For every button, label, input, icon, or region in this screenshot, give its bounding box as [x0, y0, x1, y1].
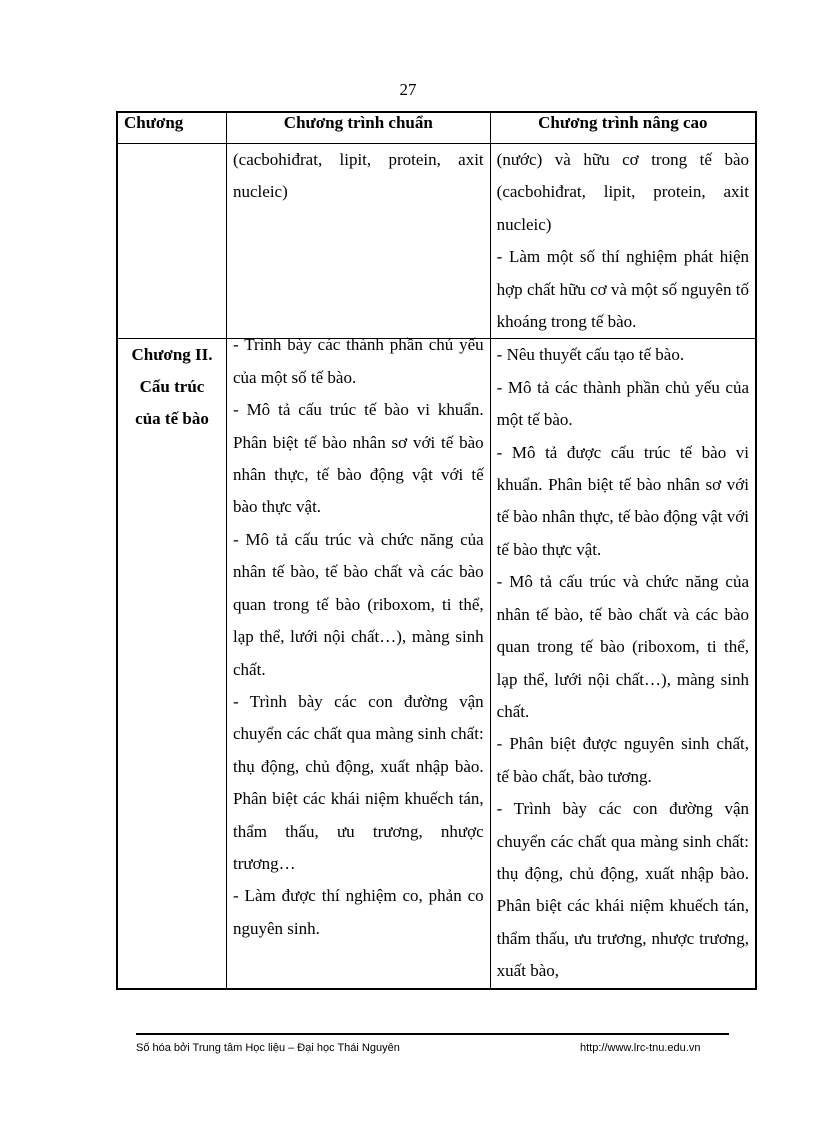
table-row: [117, 339, 756, 989]
chapter-title-line: Chương II.: [131, 345, 213, 365]
header-advanced-program: Chương trình nâng cao: [490, 112, 756, 144]
chapter-title-line: của tế bào: [135, 409, 209, 429]
footer-url[interactable]: http://www.lrc-tnu.edu.vn: [580, 1042, 701, 1054]
advanced-item: (nước) và hữu cơ trong tế bào (cacbohiđrat, lipit, protein, axit nucleic): [496, 150, 749, 234]
advanced-item: - Trình bày các con đường vận chuyển các chất qua màng sinh chất: thụ động, chủ động, xuất nhập bào. Phân biệt các khái niệm khuếch tán, thẩm thấu, ưu trương, nhược trương, xuất bào,: [496, 799, 749, 981]
advanced-item: - Phân biệt được nguyên sinh chất, tế bào chất, bào tương.: [496, 734, 749, 786]
footer-divider: [136, 1033, 729, 1035]
standard-item: - Mô tả cấu trúc và chức năng của nhân tế bào, tế bào chất và các bào quan trong tế bào (riboxom, ti thể, lạp thể, lưới nội chất…), màng sinh chất.: [233, 529, 484, 679]
standard-cell: [227, 335, 491, 989]
chapter-cell: [117, 144, 227, 339]
standard-item: (cacbohiđrat, lipit, protein, axit nucleic): [233, 150, 484, 202]
page-number: 27: [399, 80, 417, 99]
standard-cell: [227, 144, 491, 339]
table-header-row: [117, 112, 756, 144]
standard-item: - Làm được thí nghiệm co, phản co nguyên sinh.: [233, 886, 484, 938]
curriculum-table: [116, 111, 757, 990]
standard-item: - Mô tả cấu trúc tế bào vi khuẩn. Phân biệt tế bào nhân sơ với tế bào nhân thực, tế bào động vật với tế bào thực vật.: [233, 400, 484, 517]
header-standard-program: Chương trình chuẩn: [227, 112, 491, 144]
advanced-item: - Mô tả được cấu trúc tế bào vi khuẩn. Phân biệt tế bào nhân sơ với tế bào nhân thực, tế bào động vật với tế bào thực vật.: [496, 442, 749, 559]
standard-item: - Trình bày các con đường vận chuyển các chất qua màng sinh chất: thụ động, chủ động, xuất nhập bào. Phân biệt các khái niệm khuếch tán, thẩm thấu, ưu trương, nhược trương…: [233, 691, 484, 873]
chapter-cell: [117, 339, 227, 989]
advanced-item: - Làm một số thí nghiệm phát hiện hợp chất hữu cơ và một số nguyên tố khoáng trong tế bào.: [496, 247, 749, 332]
standard-item: - Trình bày các thành phần chủ yếu của một số tế bào.: [233, 335, 484, 387]
advanced-item: - Nêu thuyết cấu tạo tế bào.: [496, 345, 685, 365]
advanced-item: - Mô tả cấu trúc và chức năng của nhân tế bào, tế bào chất và các bào quan trong tế bào (riboxom, ti thể, lạp thể, lưới nội chất…), màng sinh chất.: [496, 572, 749, 721]
advanced-cell: [490, 339, 756, 989]
footer-source-text: Số hóa bởi Trung tâm Học liệu – Đại học Thái Nguyên: [136, 1042, 400, 1054]
advanced-item: - Mô tả các thành phần chủ yếu của một tế bào.: [496, 377, 749, 430]
header-chapter: Chương: [117, 112, 227, 144]
table-row: [117, 144, 756, 339]
chapter-title-line: Cấu trúc: [139, 377, 205, 397]
advanced-cell: [490, 144, 756, 339]
